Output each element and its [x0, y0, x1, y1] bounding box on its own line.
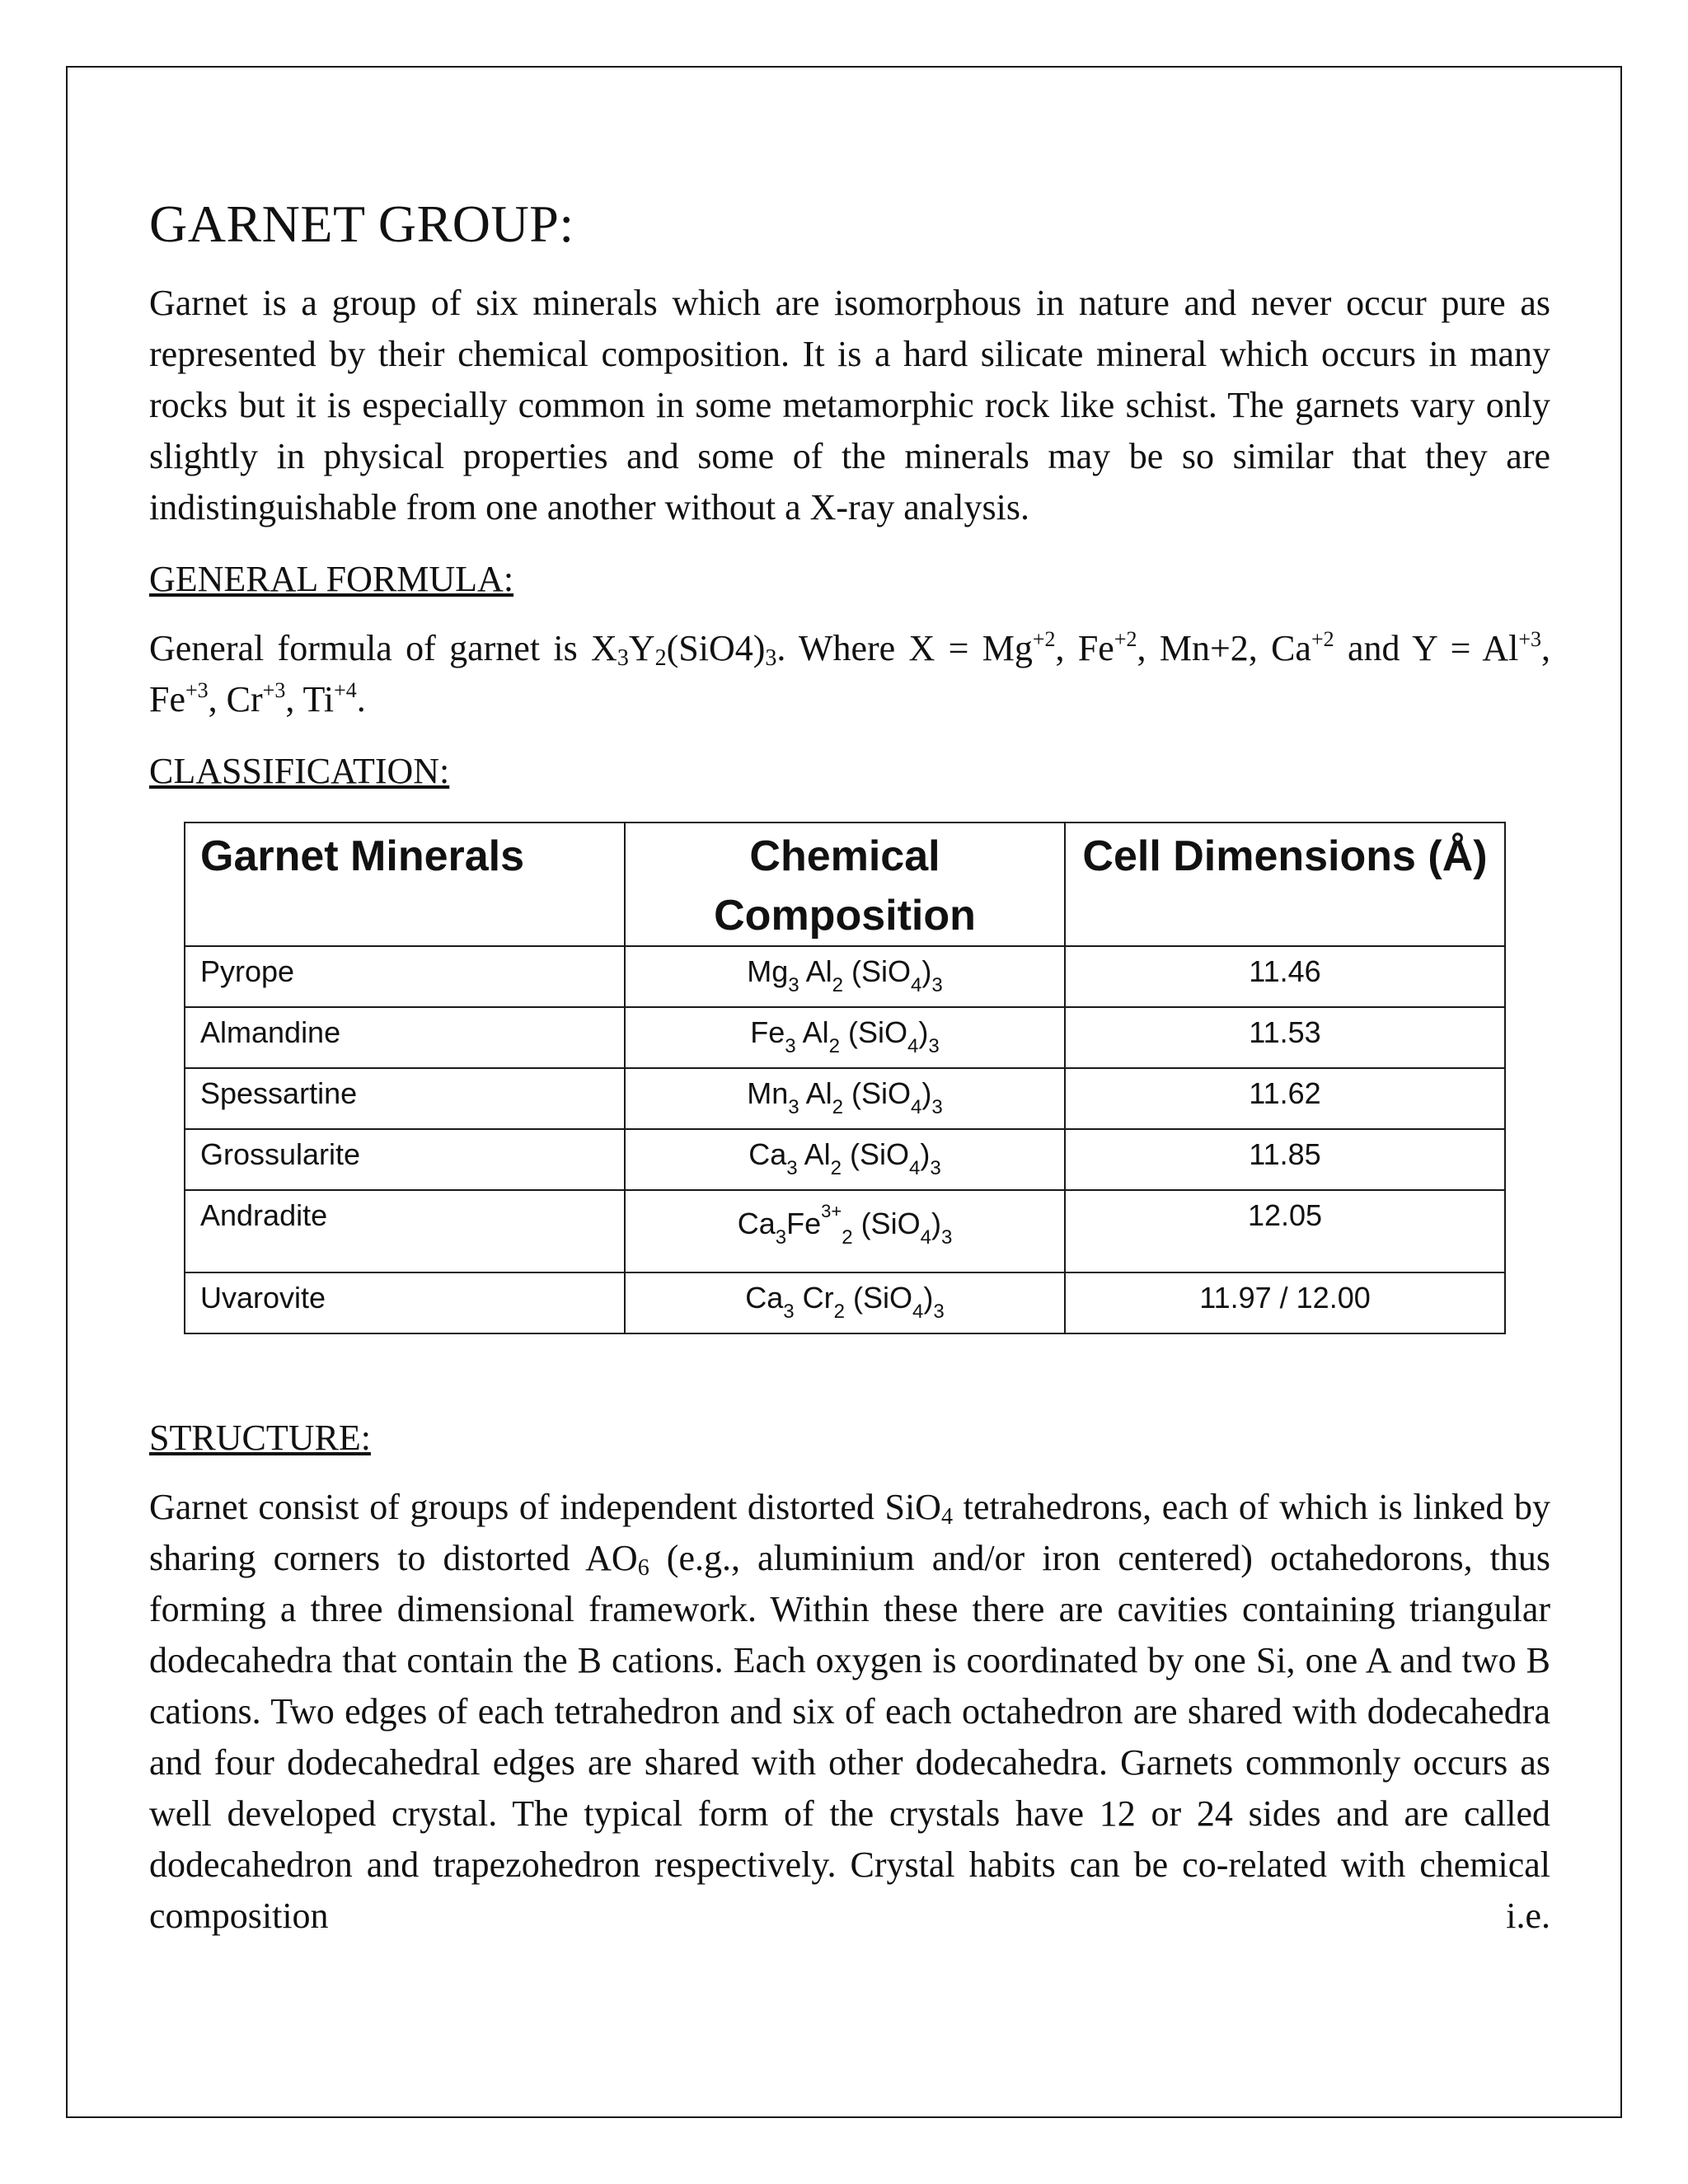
table-row: [185, 1272, 1505, 1333]
chemical-composition: $Ca_3$ $Cr_2$ $(SiO_4)_3$: [625, 1272, 1065, 1333]
chemical-composition: $Mg_3$ $Al_2$ $(SiO_4)_3$: [625, 946, 1065, 1007]
cell-dimension: 11.62: [1065, 1068, 1505, 1129]
header-garnet-minerals: Garnet Minerals: [185, 823, 625, 946]
classification-table: [184, 822, 1506, 1334]
header-cell-dimensions: Cell Dimensions (Å): [1065, 823, 1505, 946]
table-row: [185, 1129, 1505, 1190]
mineral-name: Grossularite: [185, 1129, 625, 1190]
mineral-name: Uvarovite: [185, 1272, 625, 1333]
structure-paragraph: Garnet consist of groups of independent distorted SiO$_4$ tetrahedrons, each of which is linked by sharing corners to distorted $AO_6$ (e.g., aluminium and/or iron centered) octahedorons, thus forming a three dimensional framework. Within these there are cavities containing triangular dodecahedra that contain the B cations. Each oxygen is coordinated by one Si, one A and two B cations. Two edges of each tetrahedron and six of each octahedron are shared with dodecahedra and four dodecahedral edges are shared with other dodecahedra. Garnets commonly occurs as well developed crystal. The typical form of the crystals have 12 or 24 sides and are called dodecahedron and trapezohedron respectively. Crystal habits can be co-related with chemical composition i.e.: [149, 1487, 1551, 1936]
intro-paragraph: Garnet is a group of six minerals which are isomorphous in nature and never occur pure as represented by their chemical composition. It is a hard silicate mineral which occurs in many rocks but it is especially common in some metamorphic rock like schist. The garnets vary only slightly in physical properties and some of the minerals may be so similar that they are indistinguishable from one another without a X-ray analysis.: [149, 283, 1550, 527]
table-row: [185, 1007, 1505, 1068]
cell-dimension: 11.97 / 12.00: [1065, 1272, 1505, 1333]
chemical-composition: $Fe_3$ $Al_2$ $(SiO_4)_3$: [625, 1007, 1065, 1068]
cell-dimension: 11.53: [1065, 1007, 1505, 1068]
general-formula-paragraph: General formula of garnet is $X_3Y_2(SiO4)_3$. Where $X = Mg^{+2}$, $Fe^{+2}$, Mn+2, $Ca^{+2}$ and $Y = Al^{+3}$, $Fe^{+3}$, $Cr^{+3}$, $Ti^{+4}$.: [149, 627, 1550, 719]
mineral-name: Andradite: [185, 1190, 625, 1272]
table-row: [185, 946, 1505, 1007]
general-formula-heading: GENERAL FORMULA:: [149, 559, 514, 599]
page-title: GARNET GROUP:: [149, 194, 574, 253]
classification-heading: CLASSIFICATION:: [149, 751, 450, 791]
structure-heading: STRUCTURE:: [149, 1418, 371, 1458]
table-header-row: [185, 823, 1505, 946]
cell-dimension: 11.85: [1065, 1129, 1505, 1190]
document-body: [149, 194, 1550, 1942]
cell-dimension: 12.05: [1065, 1190, 1505, 1272]
table-row: [185, 1068, 1505, 1129]
chemical-composition: $Ca_3Fe^{3+}_2$ $(SiO_4)_3$: [625, 1190, 1065, 1272]
mineral-name: Spessartine: [185, 1068, 625, 1129]
mineral-name: Almandine: [185, 1007, 625, 1068]
chemical-composition: $Mn_3$ $Al_2$ $(SiO_4)_3$: [625, 1068, 1065, 1129]
table-row: [185, 1190, 1505, 1272]
chemical-composition: $Ca_3$ $Al_2$ $(SiO_4)_3$: [625, 1129, 1065, 1190]
header-chemical-composition: Chemical Composition: [625, 823, 1065, 946]
mineral-name: Pyrope: [185, 946, 625, 1007]
cell-dimension: 11.46: [1065, 946, 1505, 1007]
